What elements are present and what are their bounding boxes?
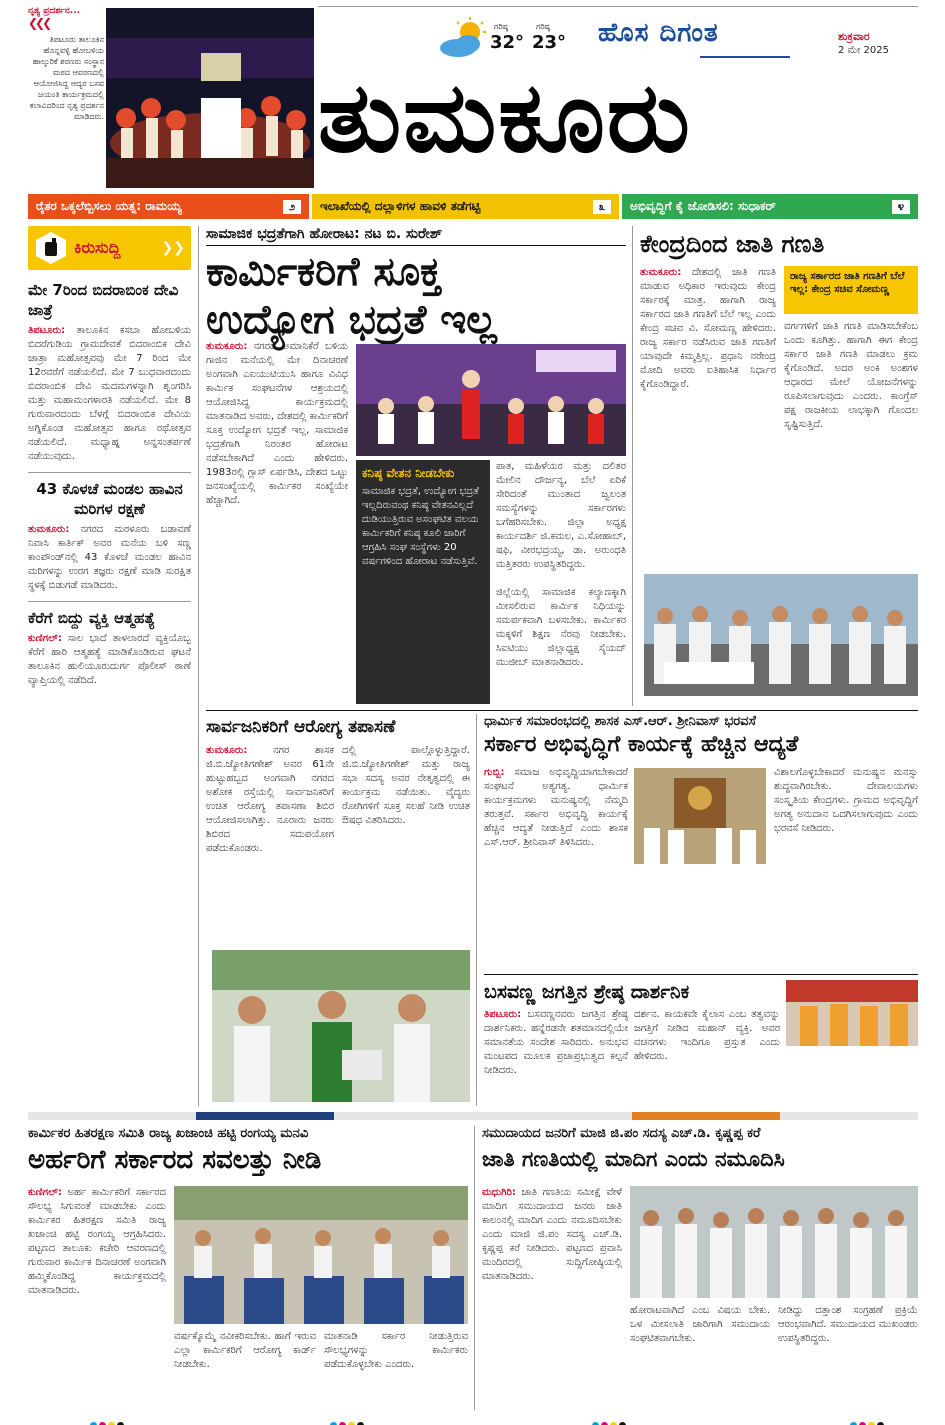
ticker-item-page: ೨ [283,200,301,214]
bl-col-3 [324,1330,468,1410]
brief-3 [28,601,191,688]
br-col-3-text: ನೀಡಿದ್ದು ದತ್ತಾಂಶ ಸಂಗ್ರಹಣೆ ಪ್ರಕ್ರಿಯೆ ಆರಂಭವಾಗಿದೆ. ಸಮುದಾಯದ ಮುಖಂಡರು ಉಪಸ್ಥಿತರಿದ್ದರು. [778,1305,918,1344]
masthead [0,0,945,190]
religious-col-2-text: ವಿಶಾಲಗೊಳ್ಳಬೇಕಾದರೆ ಮನುಷ್ಯನ ಮನಸ್ಸು ಶುದ್ಧವಾಗಿರಬೇಕು. ದೇವಾಲಯಗಳು ಸಂಸ್ಕೃತಿಯ ಕೇಂದ್ರಗಳು. ಗ್ರಾಮದ ಅಭಿವೃದ್ಧಿಗೆ ಅಗತ್ಯ ಅನುದಾನ ಒದಗಿಸಲಾಗುವುದು ಎಂದು ಭರವಸೆ ನೀಡಿದರು. [774,767,918,834]
temp-max: 32° [490,32,525,53]
ticker-item-text: ಅಭಿವೃದ್ಧಿಗೆ ಕೈ ಜೋಡಿಸಲಿ: ಸುಧಾಕರ್ [630,199,776,213]
br-byline: ಮಧುಗಿರಿ: [482,1187,516,1198]
caste-col-1 [640,266,776,566]
brief-title: ಮೇ 7ರಿಂದ ಬಿದರಾಬಿಂಕ ದೇವಿ ಜಾತ್ರೆ [28,281,179,319]
religious-kicker: ಧಾರ್ಮಿಕ ಸಮಾರಂಭದಲ್ಲಿ ಶಾಸಕ ಎಸ್.ಆರ್. ಶ್ರೀನಿವಾಸ್ ಭರವಸೆ [484,714,756,729]
health-photo-art [212,950,470,1102]
dance-photo [106,8,314,188]
temp-max-label: ಗರಿಷ್ಠ [494,22,508,31]
br-col-3 [778,1304,918,1410]
dance-photo-art [106,8,314,188]
registration-marks [592,1414,628,1425]
brief-2 [28,472,191,593]
edition-title: ತುಮಕೂರು [318,61,692,175]
lead-byline: ತುಮಕೂರು: [206,341,248,352]
health-photo [212,950,470,1102]
column-divider [474,1126,475,1410]
caste-headline: ಕೇಂದ್ರದಿಂದ ಜಾತಿ ಗಣತಿ [640,230,825,258]
pullquote-title: ಕನಿಷ್ಠ ವೇತನ ನೀಡಬೇಕು [362,466,455,480]
brief-title: 43 ಕೊಳಚೆ ಮಂಡಲ ಹಾವಿನ ಮರಿಗಳ ರಕ್ಷಣೆ [36,480,183,518]
brief-body [28,632,191,688]
caste-col-1-text: ದೇಶದಲ್ಲಿ ಜಾತಿ ಗಣತಿ ಮಾಡುವ ಅಧಿಕಾರ ಇರುವುದು ಕೇಂದ್ರ ಸರ್ಕಾರಕ್ಕೆ ಮಾತ್ರ. ಹಾಗಾಗಿ ರಾಜ್ಯ ಸರ್ಕಾರದ ಜಾತಿ ಗಣತಿಗೆ ಬೆಲೆ ಇಲ್ಲ ಎಂದು ಕೇಂದ್ರ ಸಚಿವ ವಿ. ಸೋಮಣ್ಣ ಹೇಳಿದರು. ರಾಜ್ಯ ಸರ್ಕಾರ ನಡೆಸಿರುವ ಜಾತಿ ಗಣತಿಗೆ ಯಾವುದೇ ಕಿಮ್ಮತ್ತಿಲ್ಲ. ಪ್ರಧಾನಿ ನರೇಂದ್ರ ಮೋದಿ ಅವರು ಐತಿಹಾಸಿಕ ನಿರ್ಧಾರ ಕೈಗೊಂಡಿದ್ದಾರೆ. [640,267,776,390]
brief-body [28,324,191,464]
bl-col-2 [174,1330,316,1410]
health-col-2-text: ದಲ್ಲಿ ಪಾಲ್ಗೊಳ್ಳುತ್ತಿದ್ದಾರೆ. ಜಿ.ಬಿ.ಜ್ಯೋತಿಗಣೇಶ್ ಮತ್ತು ರಾಜ್ಯ ಸಭಾ ಸದಸ್ಯ ಅವರ ನೇತೃತ್ವದಲ್ಲಿ ಈ ಕಾರ್ಯಕ್ರಮ ನಡೆಯಿತು. ವೈದ್ಯರು ರೋಗಿಗಳಿಗೆ ಸೂಕ್ತ ಸಲಹೆ ನೀಡಿ ಉಚಿತ ಔಷಧ ವಿತರಿಸಿದರು. [342,745,470,826]
basavanna-byline: ತಿಪಟೂರು: [484,1009,522,1020]
ticker-item-text: ರೈತರ ಒಕ್ಕಲೆಬ್ಬಿಸಲು ಯತ್ನ: ರಾಮಯ್ಯ [36,199,182,213]
basavanna-col-1 [484,1008,628,1106]
ticker-item-3[interactable] [622,194,918,219]
basavanna-photo-art [786,980,918,1046]
bl-kicker: ಕಾರ್ಮಿಕರ ಹಿತರಕ್ಷಣ ಸಮಿತಿ ರಾಜ್ಯ ಖಜಾಂಚಿ ಹಟ್ಟಿ ರಂಗಯ್ಯ ಮನವಿ [28,1126,309,1141]
bl-col-2-text: ವರ್ಷಕ್ಕೊಮ್ಮೆ ನವೀಕರಿಸಬೇಕು. ಹಾಗೆ ಇರುವ ಎಲ್ಲಾ ಕಾರ್ಮಿಕರಿಗೆ ಆರೋಗ್ಯ ಕಾರ್ಡ್ ನೀಡಬೇಕು. [174,1331,316,1370]
br-col-1-text: ಜಾತಿ ಗಣತಿಯ ಸಮೀಕ್ಷೆ ವೇಳೆ ಮಾದಿಗ ಸಮುದಾಯದ ಜನರು ಜಾತಿ ಕಾಲಂನಲ್ಲಿ ಮಾದಿಗ ಎಂದು ನಮೂದಿಸಬೇಕು ಎಂದು ಮಾಜಿ ಜಿ.ಪಂ ಸದಸ್ಯ ಎಚ್.ಡಿ. ಕೃಷ್ಣಪ್ಪ ಕರೆ ನೀಡಿದರು. ಪಟ್ಟಣದ ಪ್ರವಾಸಿ ಮಂದಿರದಲ್ಲಿ ಸುದ್ದಿಗೋಷ್ಠಿಯಲ್ಲಿ ಮಾತನಾಡಿದರು. [482,1187,622,1282]
corner-label: ನೃತ್ಯ ಪ್ರದರ್ಶನ... [28,6,81,16]
ticker-item-text: ಇಲಾಖೆಯಲ್ಲಿ ದಲ್ಲಾಳಿಗಳ ಹಾವಳಿ ತಡೆಗಟ್ಟಿ [320,199,481,213]
band-segment [632,1112,780,1120]
brief-title: ಕೆರೆಗೆ ಬಿದ್ದು ವ್ಯಕ್ತಿ ಆತ್ಮಹತ್ಯೆ [28,609,156,627]
bottom-right-story [482,1126,918,1410]
health-byline: ತುಮಕೂರು: [206,745,248,756]
religious-col-1-text: ಸಮಾಜ ಅಭಿವೃದ್ಧಿಯಾಗಬೇಕಾದರೆ ಸಂಘಟನೆ ಅತ್ಯಗತ್ಯ. ಧಾರ್ಮಿಕ ಕಾರ್ಯಕ್ರಮಗಳು ಮನುಷ್ಯನಲ್ಲಿ ನೆಮ್ಮದಿ ತರುತ್ತವೆ. ಸರ್ಕಾರ ಅಭಿವೃದ್ಧಿ ಕಾರ್ಯಕ್ಕೆ ಹೆಚ್ಚಿನ ಆದ್ಯತೆ ನೀಡುತ್ತಿದೆ ಎಂದು ಶಾಸಕ ಎಸ್.ಆರ್. ಶ್ರೀನಿವಾಸ್ ತಿಳಿಸಿದರು. [484,767,628,848]
lead-col-3 [356,586,626,704]
bl-photo-art [174,1186,468,1324]
brief-text: ತಾಲೂಕಿನ ಕಸಬಾ ಹೋಬಳಿಯ ಬಿದರೆಗುಡಿಯ ಗ್ರಾಮದೇವತೆ ಬಿದರಾಂಬಿಕ ದೇವಿ ಜಾತ್ರಾ ಮಹೋತ್ಸವವು ಮೇ 7 ರಿಂದ ಮೇ 12ರವರೆಗೆ ನಡೆಯಲಿದೆ. ಮೇ 7 ಬುಧವಾರದಂದು ಬಿದರಾಂಬಿಕ ದೇವಿ ಮದಮಗಳನ್ನಾಗಿ ಶೃಂಗರಿಸಿ ಮತ್ತು ಮಹಾಮಂಗಳಾರತಿ ನಡೆಯಲಿದೆ. ಮೇ 8 ಗುರುವಾರದಂದು ಬೆಳಗ್ಗೆ ಬಿದರಾಂಬಿಕ ದೇವಿಯ ಅಗ್ನಿಕೊಂಡ ಮಹೋತ್ಸವ ಹಾಗೂ ರಥೋತ್ಸವ ನಡೆಯಲಿದೆ. ಮಧ್ಯಾಹ್ನ ಅನ್ನಸಂತರ್ಪಣೆ ನಡೆಯುವುದು. [28,325,191,462]
section-color-band [28,1112,918,1120]
corner-caption: ತಿಪಟೂರು ತಾಲೂಕಿನ ಹೊನ್ನವಳ್ಳಿ ಹೋಬಳಿಯ ಹಾಲ್ಕುರಿಕೆ ಶರಣರು ಸಂಸ್ಥಾನ ಮಠದ ಆವರಣದಲ್ಲಿ ಆಯೋಜಿಸಿದ್ದ ಆದ್ಯರ ಬಸವ ಜಯಂತಿ ಕಾರ್ಯಕ್ರಮದಲ್ಲಿ ಕಲಾವಿದರಿಂದ ನೃತ್ಯ ಪ್ರದರ್ಶನ ಮಾಡಿದರು. [29,35,104,121]
chevron-left-icon: ❮❮❮ [28,16,50,30]
lead-col-3-text: ಜಿಲ್ಲೆಯಲ್ಲಿ ಸಾಮಾಜಿಕ ಕಲ್ಯಾಣಕ್ಕಾಗಿ ಮೀಸಲಿರುವ ಕಾರ್ಮಿಕ ನಿಧಿಯನ್ನು ಸಮರ್ಪಕವಾಗಿ ಬಳಸಬೇಕು. ಕಾರ್ಮಿಕರ ಮಕ್ಕಳಿಗೆ ಶಿಕ್ಷಣ ನೆರವು ನೀಡಬೇಕು. ಸಿಐಟಿಯು ಜಿಲ್ಲಾಧ್ಯಕ್ಷ ಸೈಯದ್ ಮುಜೀಬ್ ಮಾತನಾಡಿದರು. [496,587,626,668]
religious-photo [634,768,766,864]
basavanna-photo [786,980,918,1046]
column-divider [476,714,477,1106]
lead-headline-2: ಉದ್ಯೋಗ ಭದ್ರತೆ ಇಲ್ಲ [206,297,497,343]
health-story [206,714,470,1106]
br-col-1 [482,1186,622,1410]
caste-census-story [640,226,918,706]
lead-kicker: ಸಾಮಾಜಿಕ ಭದ್ರತೆಗಾಗಿ ಹೋರಾಟ: ನಟ ಬಿ. ಸುರೇಶ್ [206,226,626,246]
paper-name: ಹೊಸ ದಿಗಂತ [598,18,719,48]
bl-photo [174,1186,468,1324]
kirusuddi-column [28,226,191,1106]
brief-1 [28,280,191,464]
section-rule [206,710,918,711]
basavanna-headline: ಬಸವಣ್ಣ ಜಗತ್ತಿನ ಶ್ರೇಷ್ಠ ದಾರ್ಶನಿಕ [484,981,690,1003]
ticker-item-page: ೪ [892,200,910,214]
registration-marks [850,1414,886,1425]
sun-cloud-icon [436,16,492,60]
basavanna-col-2 [634,1008,780,1106]
religious-col-1 [484,766,628,972]
bl-col-1 [28,1186,166,1410]
caste-side-box-text: ರಾಜ್ಯ ಸರ್ಕಾರದ ಜಾತಿ ಗಣತಿಗೆ ಬೆಲೆ ಇಲ್ಲ: ಕೇಂದ್ರ ಸಚಿವ ಸೋಮಣ್ಣ [790,271,905,295]
br-headline: ಜಾತಿ ಗಣತಿಯಲ್ಲಿ ಮಾದಿಗ ಎಂದು ನಮೂದಿಸಿ [482,1147,785,1171]
caste-col-2 [784,320,918,566]
basavanna-col-1-text: ಬಸವಣ್ಣನವರು ಜಗತ್ತಿನ ಶ್ರೇಷ್ಠ ದಾರ್ಶನಿಕರು. ಹನ್ನೆರಡನೇ ಶತಮಾನದಲ್ಲಿಯೇ ಸಮಾನತೆಯ ಸಂದೇಶ ಸಾರಿದರು. ಅನುಭವ ಮಂಟಪದ ಮೂಲಕ ಪ್ರಜಾಪ್ರಭುತ್ವದ ಕಲ್ಪನೆ ನೀಡಿದರು. [484,1009,628,1076]
lead-col-1-text: ನಗರದ ಅಮಾನಿಕೆರೆ ಬಳಿಯ ಗಾಜಿನ ಮನೆಯಲ್ಲಿ ಮೇ ದಿನಾಚರಣೆ ಅಂಗವಾಗಿ ಎಐಯುಟಿಯುಸಿ ಹಾಗೂ ವಿವಿಧ ಕಾರ್ಮಿಕ ಸಂಘಟನೆಗಳ ಆಶ್ರಯದಲ್ಲಿ ಆಯೋಜಿಸಿದ್ದ ಕಾರ್ಯಕ್ರಮದಲ್ಲಿ ಮಾತನಾಡಿದ ಅವರು, ದೇಶದಲ್ಲಿ ಕಾರ್ಮಿಕರಿಗೆ ಸೂಕ್ತ ಉದ್ಯೋಗ ಭದ್ರತೆ ಇಲ್ಲ, ಸಾಮಾಜಿಕ ಭದ್ರತೆಗಾಗಿ ನಿರಂತರ ಹೋರಾಟ ನಡೆಸಬೇಕಾಗಿದೆ ಎಂದು ಹೇಳಿದರು. 1983ರಲ್ಲಿ ಗ್ಲಾಸ್ ಏರ್ಪಡಿಸಿ, ದೇಶದ ಒಟ್ಟು ಜನಸಂಖ್ಯೆಯಲ್ಲಿ ಕಾರ್ಮಿಕರ ಸಂಖ್ಯೆಯೇ ಹೆಚ್ಚಾಗಿದೆ. [206,341,348,506]
registration-marks [90,1414,126,1425]
issue-date: 2 ಮೇ 2025 [838,45,889,56]
caste-side-box [784,266,918,314]
lead-col-1 [206,340,348,704]
issue-day: ಶುಕ್ರವಾರ [838,30,870,43]
caste-col-2-text: ವರ್ಗಗಳಿಗೆ ಜಾತಿ ಗಣತಿ ಮಾಡಿಸಬೇಕೆಂಬ ಒಂದು ಕೂಗಿತ್ತು. ಹಾಗಾಗಿ ಈಗ ಕೇಂದ್ರ ಸರ್ಕಾರ ಜಾತಿ ಗಣತಿ ಮಾಡಲು ಕ್ರಮ ಕೈಗೊಂಡಿದೆ. ಅದರ ಅಂಕಿ ಅಂಶಗಳ ಆಧಾರದ ಮೇಲೆ ಯೋಜನೆಗಳನ್ನು ರೂಪಿಸಲಾಗುವುದು ಎಂದರು. ಕಾಂಗ್ರೆಸ್ ಪಕ್ಷ ರಾಜಕೀಯ ಲಾಭಕ್ಕಾಗಿ ಗೊಂದಲ ಸೃಷ್ಟಿಸುತ್ತಿದೆ. [784,321,918,430]
religious-col-2 [774,766,918,972]
registration-marks [330,1414,366,1425]
brief-body [28,523,191,593]
temp-min-label: ಗರಿಷ್ಠ [536,22,550,31]
bl-byline: ಕುಣಿಗಲ್: [28,1187,62,1198]
kirusuddi-title: ಕಿರುಸುದ್ದಿ [74,238,121,257]
basavanna-col-2-text: ದರ್ಶನ. ಕಾಯಕವೇ ಕೈಲಾಸ ಎಂಬ ತತ್ವವನ್ನು ಜಗತ್ತಿಗೆ ನೀಡಿದ ಮಹಾನ್ ವ್ಯಕ್ತಿ. ಅವರ ವಚನಗಳು ಇಂದಿಗೂ ಪ್ರಸ್ತುತ ಎಂದು ಹೇಳಿದರು. [634,1009,780,1062]
band-segment [28,1112,196,1120]
lead-col-2 [496,460,626,580]
lead-headline-1: ಕಾರ್ಮಿಕರಿಗೆ ಸೂಕ್ತ [206,249,442,295]
column-divider [632,226,633,706]
top-rule [318,6,918,7]
lead-photo [356,344,626,456]
kirusuddi-header [28,226,191,270]
bl-col-3-text: ಮಾತನಾಡಿ ಸರ್ಕಾರ ನೀಡುತ್ತಿರುವ ಸೌಲಭ್ಯಗಳನ್ನು ಕಾರ್ಮಿಕರು ಪಡೆದುಕೊಳ್ಳಬೇಕು ಎಂದರು. [324,1331,468,1370]
caste-photo [644,574,918,696]
ticker-item-page: ೩ [593,200,611,214]
caste-byline: ತುಮಕೂರು: [640,267,682,278]
caste-photo-art [644,574,918,696]
brief-byline: ತಿಪಟೂರು: [28,325,66,336]
br-col-2 [630,1304,770,1410]
ticker-item-2[interactable] [312,194,622,219]
ticker-item-1[interactable] [28,194,312,219]
br-photo [630,1186,918,1298]
bl-col-1-text: ಅರ್ಹ ಕಾರ್ಮಿಕರಿಗೆ ಸರ್ಕಾರದ ಸೌಲಭ್ಯ ಸಿಗುವಂತೆ ಮಾಡಬೇಕು ಎಂದು ಕಾರ್ಮಿಕರ ಹಿತರಕ್ಷಣ ಸಮಿತಿ ರಾಜ್ಯ ಖಜಾಂಚಿ ಹಟ್ಟಿ ರಂಗಯ್ಯ ಆಗ್ರಹಿಸಿದರು. ಪಟ್ಟಣದ ತಾಲೂಕು ಕಚೇರಿ ಆವರಣದಲ್ಲಿ ಗುರುವಾರ ಕಾರ್ಮಿಕ ದಿನಾಚರಣೆ ಅಂಗವಾಗಿ ಹಮ್ಮಿಕೊಂಡಿದ್ದ ಕಾರ್ಯಕ್ರಮದಲ್ಲಿ ಮಾತನಾಡಿದರು. [28,1187,166,1296]
br-col-2-text: ಹೋರಾಟವಾಗಿದೆ ಎಂಬ ವಿಷಯ ಬೇಕು. ಒಳ ಮೀಸಲಾತಿ ಜಾರಿಗಾಗಿ ಸಮುದಾಯ ಸಂಘಟಿತವಾಗಬೇಕು. [630,1305,770,1344]
band-segment [780,1112,918,1120]
lead-story [206,226,626,706]
lead-photo-art [356,344,626,456]
pullquote-body: ಸಾಮಾಜಿಕ ಭದ್ರತೆ, ಉದ್ಯೋಗ ಭದ್ರತೆ ಇಲ್ಲದಿರುವಂಥ ಕನಿಷ್ಠ ವೇತನವಿಲ್ಲದೆ ದುಡಿಯುತ್ತಿರುವ ಅಸಂಘಟಿತ ವಲಯ ಕಾರ್ಮಿಕರಿಗೆ ಕನಿಷ್ಠ ಕೂಲಿ ಜಾರಿಗೆ ಆಗ್ರಹಿಸಿ ಸಂಘ ಸಂಸ್ಥೆಗಳು 20 ವರ್ಷಗಳಿಂದ ಹೋರಾಟ ನಡೆಸುತ್ತಿವೆ. [362,486,479,567]
brief-text: ನಗರದ ಮರಳೂರು ಬಡಾವಣೆ ನಿವಾಸಿ ಕಾರ್ತಿಕ್ ಅವರ ಮನೆಯ ಬಳಿ ಸಣ್ಣ ಕಾಂಪೌಂಡ್‌ನಲ್ಲಿ 43 ಕೊಳಚೆ ಮಂಡಲ ಹಾವಿನ ಮರಿಗಳನ್ನು ಉರಗ ತಜ್ಞರು ರಕ್ಷಣೆ ಮಾಡಿ ಸುರಕ್ಷಿತ ಸ್ಥಳಕ್ಕೆ ಬಿಡುಗಡೆ ಮಾಡಿದರು. [28,524,191,591]
religious-headline: ಸರ್ಕಾರ ಅಭಿವೃದ್ಧಿಗೆ ಕಾರ್ಯಕ್ಕೆ ಹೆಚ್ಚಿನ ಆದ್ಯತೆ [484,732,799,757]
column-divider [198,226,199,1106]
bottom-left-story [28,1126,468,1410]
lead-col-2-text: ಪಾತ, ಮಹಿಳೆಯರ ಮತ್ತು ದಲಿತರ ಮೇಲಿನ ದೌರ್ಜನ್ಯ, ಬೆಲೆ ಏರಿಕೆ ಸೇರಿದಂತೆ ಮುಂತಾದ ಜ್ವಲಂತ ಸಮಸ್ಯೆಗಳನ್ನು ಸರ್ಕಾರಗಳು ಬಗೆಹರಿಸಬೇಕು. ಜಿಲ್ಲಾ ಅಧ್ಯಕ್ಷ ಕಾರ್ಯದರ್ಶಿ ಜಿ.ಕಮಲ, ಎ.ಸೋಹಾಬ್, ಷಫಿ, ವೀರಭದ್ರಯ್ಯ, ಡಾ. ಅರುಂಧತಿ ಮತ್ತಿತರರು ಉಪಸ್ಥಿತರಿದ್ದರು. [496,461,626,570]
section-rule [484,974,918,975]
religious-photo-art [634,768,766,864]
brief-byline: ತುಮಕೂರು: [28,524,70,535]
band-segment [334,1112,632,1120]
health-col-2 [342,744,470,944]
religious-story [484,714,918,972]
br-photo-art [630,1186,918,1298]
temp-min: 23° [532,32,567,53]
br-kicker: ಸಮುದಾಯದ ಜನರಿಗೆ ಮಾಜಿ ಜಿ.ಪಂ ಸದಸ್ಯ ಎಚ್.ಡಿ. ಕೃಷ್ಣಪ್ಪ ಕರೆ [482,1126,761,1141]
chevron-right-icon: ❯❯ [161,240,185,256]
health-col-1 [206,744,334,944]
brief-byline: ಕುಣಿಗಲ್: [28,633,62,644]
brief-text: ಸಾಲ ಭಾದೆ ತಾಳಲಾರದೆ ವ್ಯಕ್ತಿಯೊಬ್ಬ ಕೆರೆಗೆ ಹಾರಿ ಆತ್ಮಹತ್ಯೆ ಮಾಡಿಕೊಂಡಿರುವ ಘಟನೆ ತಾಲೂಕಿನ ಹುಲಿಯೂರುದುರ್ಗ ಪೊಲೀಸ್ ಠಾಣೆ ವ್ಯಾಪ್ತಿಯಲ್ಲಿ ನಡೆದಿದೆ. [28,633,191,686]
bl-headline: ಅರ್ಹರಿಗೆ ಸರ್ಕಾರದ ಸವಲತ್ತು ನೀಡಿ [28,1145,322,1175]
corner-box [28,6,104,188]
hand-icon [34,231,68,265]
ticker-bar [28,194,918,219]
basavanna-story [484,978,918,1106]
religious-byline: ಗುಬ್ಬಿ: [484,767,505,778]
health-headline: ಸಾರ್ವಜನಿಕರಿಗೆ ಆರೋಗ್ಯ ತಪಾಸಣೆ [206,717,396,737]
health-col-1-text: ನಗರ ಶಾಸಕ ಜಿ.ಬಿ.ಜ್ಯೋತಿಗಣೇಶ್ ಅವರ 61ನೇ ಹುಟ್ಟುಹಬ್ಬದ ಅಂಗವಾಗಿ ನಗರದ ಅಶೋಕ ರಸ್ತೆಯಲ್ಲಿ ಸಾರ್ವಜನಿಕರಿಗೆ ಉಚಿತ ಆರೋಗ್ಯ ತಪಾಸಣಾ ಶಿಬಿರ ಆಯೋಜಿಸಲಾಗಿತ್ತು. ನೂರಾರು ಜನರು ಶಿಬಿರದ ಸದುಪಯೋಗ ಪಡೆದುಕೊಂಡರು. [206,745,334,854]
band-segment [196,1112,334,1120]
